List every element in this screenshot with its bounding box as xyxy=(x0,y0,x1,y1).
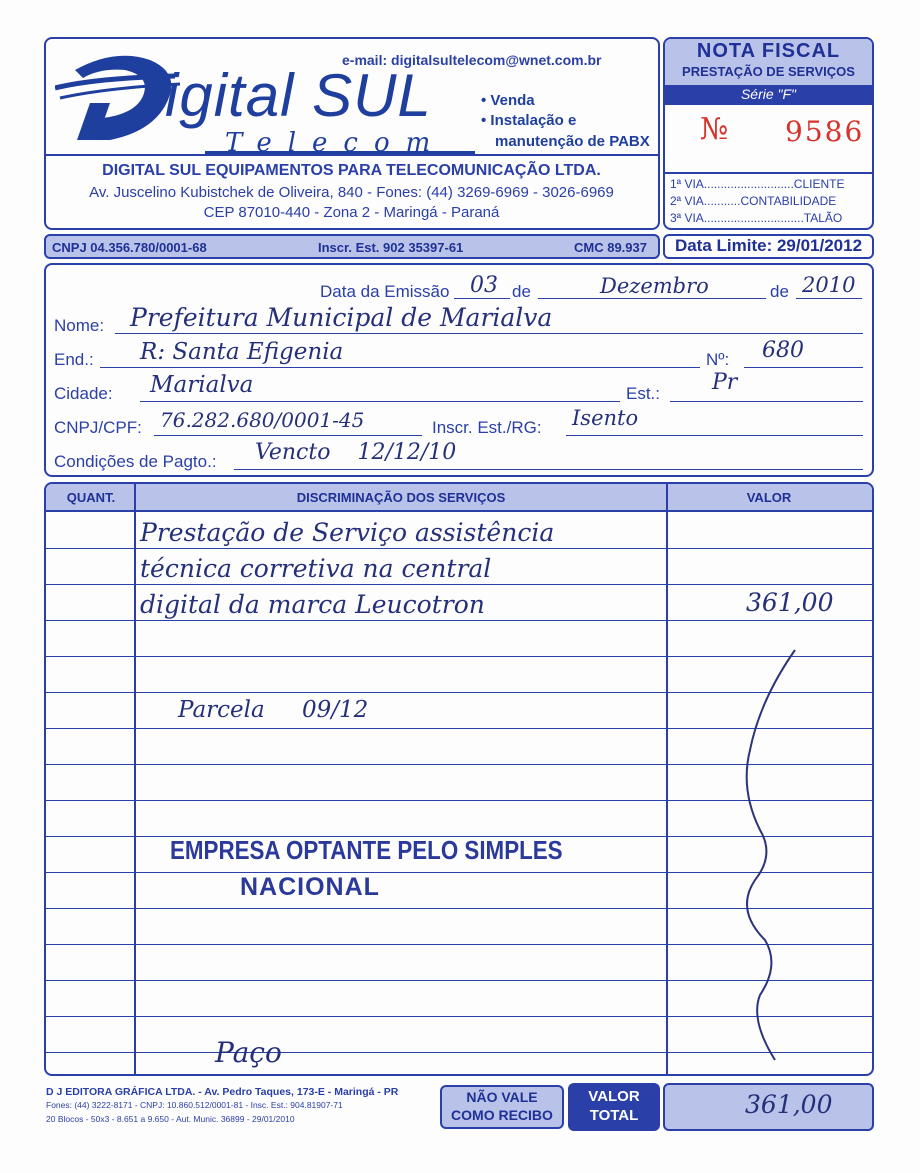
nome-line xyxy=(115,333,863,334)
bullet-instalacao: • Instalação e xyxy=(481,112,577,129)
cnpj-line xyxy=(154,435,422,436)
bullet-manutencao: manutenção de PABX xyxy=(495,133,650,150)
company-cep: CEP 87010-440 - Zona 2 - Maringá - Paraná xyxy=(203,204,500,221)
printer-line-3: 20 Blocos - 50x3 - 8.651 a 9.650 - Aut. Munic. 36899 - 29/01/2010 xyxy=(46,1114,295,1124)
total-label: TOTAL xyxy=(589,1107,639,1124)
table-row-line xyxy=(46,548,872,549)
customer-box xyxy=(44,263,874,477)
emissao-month: Dezembro xyxy=(600,274,709,298)
emissao-year: 2010 xyxy=(802,273,856,297)
parcela-note: Parcela 09/12 xyxy=(178,697,369,723)
valor-label: VALOR xyxy=(588,1088,640,1105)
nota-via-3: 3ª VIA..............................TALÃO xyxy=(670,211,843,225)
nota-serie: Série "F" xyxy=(740,86,797,102)
emissao-de2: de xyxy=(770,282,789,301)
inscr-label: Inscr. Est./RG: xyxy=(432,418,542,437)
nome-label: Nome: xyxy=(54,316,105,335)
item-value: 361,00 xyxy=(746,588,834,617)
cidade-value: Marialva xyxy=(150,372,254,398)
item-line-1: Prestação de Serviço assistência xyxy=(140,518,555,547)
end-value: R: Santa Efigenia xyxy=(140,339,344,365)
col-quant-header: QUANT. xyxy=(66,490,116,505)
stamp-line-2: NACIONAL xyxy=(240,873,380,901)
item-line-2: técnica corretiva na central xyxy=(140,554,492,583)
cnpj-value: 76.282.680/0001-45 xyxy=(160,408,365,432)
emissao-day: 03 xyxy=(470,273,498,298)
logo-sub-text: Telecom xyxy=(225,128,447,158)
printer-line-1: D J EDITORA GRÁFICA LTDA. - Av. Pedro Taques, 173-E - Maringá - PR xyxy=(46,1086,399,1098)
cond-line xyxy=(234,469,863,470)
no-value: 680 xyxy=(762,338,804,363)
stamp-line-1: EMPRESA OPTANTE PELO SIMPLES xyxy=(170,835,563,865)
cond-value: Vencto 12/12/10 xyxy=(255,440,457,465)
cond-label: Condições de Pagto.: xyxy=(54,452,217,471)
col-divider-2 xyxy=(666,484,668,1076)
signature: Paço xyxy=(215,1036,282,1069)
cancel-squiggle xyxy=(720,640,820,1070)
emissao-day-line xyxy=(454,298,510,299)
nota-subtitle: PRESTAÇÃO DE SERVIÇOS xyxy=(682,64,855,79)
registry-cmc: CMC 89.937 xyxy=(574,240,647,255)
data-limite: Data Limite: 29/01/2012 xyxy=(674,236,863,255)
inscr-value: Isento xyxy=(572,406,639,430)
nome-value: Prefeitura Municipal de Marialva xyxy=(130,303,553,332)
cnpj-label: CNPJ/CPF: xyxy=(54,418,142,437)
end-label: End.: xyxy=(54,350,94,369)
emissao-month-line xyxy=(538,298,766,299)
logo-main-text: igital SUL xyxy=(165,62,432,129)
registry-cnpj: CNPJ 04.356.780/0001-68 xyxy=(52,240,207,255)
item-line-3: digital da marca Leucotron xyxy=(140,590,485,619)
emissao-label: Data da Emissão xyxy=(320,282,450,301)
printer-line-2: Fones: (44) 3222-8171 - CNPJ: 10.860.512/0001-81 - Insc. Est.: 904.81907-71 xyxy=(46,1100,343,1110)
end-line xyxy=(100,367,700,368)
emissao-year-line xyxy=(796,298,862,299)
col-valor-header: VALOR xyxy=(746,490,792,505)
col-divider-1 xyxy=(134,484,136,1076)
bullet-venda: • Venda xyxy=(481,92,535,109)
no-label: Nº: xyxy=(706,350,730,369)
col-desc-header: DISCRIMINAÇÃO DOS SERVIÇOS xyxy=(296,490,506,505)
nota-number-symbol: № xyxy=(700,112,729,147)
nao-vale-text: NÃO VALE xyxy=(466,1089,538,1105)
nota-title: NOTA FISCAL xyxy=(696,40,841,62)
est-label: Est.: xyxy=(626,384,661,403)
no-line xyxy=(744,367,863,368)
company-name: DIGITAL SUL EQUIPAMENTOS PARA TELECOMUNICAÇÃO LTDA. xyxy=(102,162,601,179)
est-value: Pr xyxy=(712,370,738,395)
header-email: e-mail: digitalsultelecom@wnet.com.br xyxy=(342,52,602,68)
total-value: 361,00 xyxy=(745,1090,833,1119)
table-row-line xyxy=(46,620,872,621)
table-row-line xyxy=(46,584,872,585)
cidade-label: Cidade: xyxy=(54,384,113,403)
como-recibo-text: COMO RECIBO xyxy=(451,1107,553,1123)
est-line xyxy=(670,401,863,402)
nota-number: 9586 xyxy=(785,115,865,148)
registry-inscr: Inscr. Est. 902 35397-61 xyxy=(318,240,464,255)
emissao-de1: de xyxy=(512,282,531,301)
nota-via-1: 1ª VIA...........................CLIENTE xyxy=(670,177,845,191)
company-address: Av. Juscelino Kubistchek de Oliveira, 840 - Fones: (44) 3269-6969 - 3026-6969 xyxy=(89,184,614,201)
nota-via-2: 2ª VIA...........CONTABILIDADE xyxy=(670,194,837,208)
cidade-line xyxy=(140,401,620,402)
nota-vias-divider xyxy=(665,172,872,174)
logo-underline xyxy=(205,151,475,154)
inscr-line xyxy=(566,435,863,436)
